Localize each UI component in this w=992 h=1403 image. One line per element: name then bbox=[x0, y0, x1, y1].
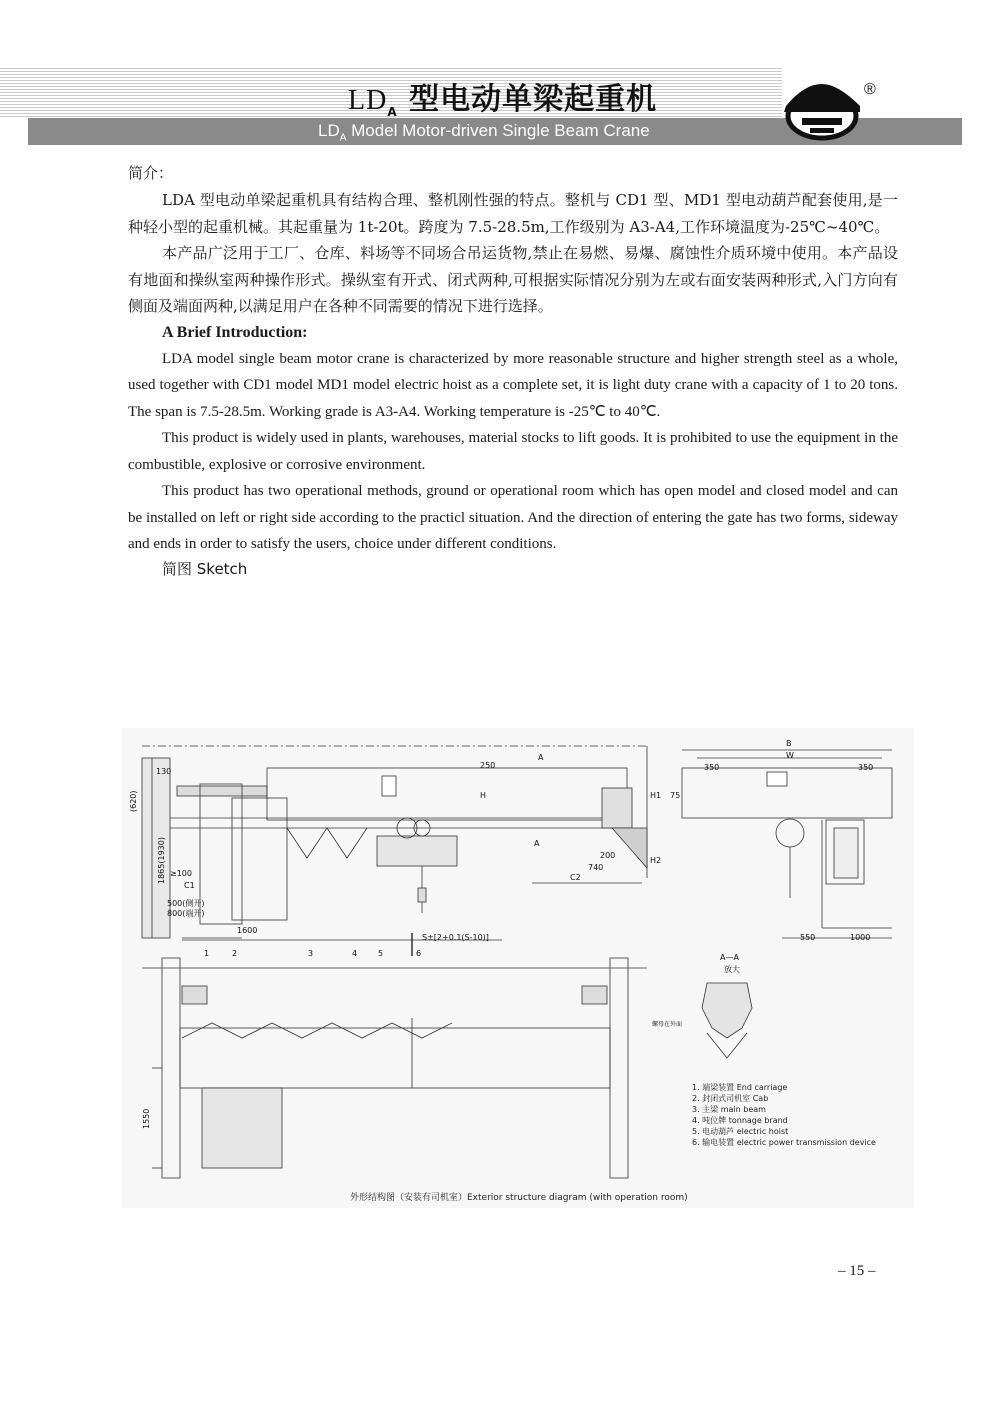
page-number: – 15 – bbox=[838, 1263, 876, 1279]
part-6: 6 bbox=[416, 949, 422, 958]
dim-c1: C1 bbox=[184, 881, 195, 890]
heading-chinese: 简介： bbox=[128, 164, 174, 182]
side-elevation bbox=[682, 750, 892, 938]
paragraph-cn-2: 本产品广泛用于工厂、仓库、料场等不同场合吊运货物,禁止在易燃、易爆、腐蚀性介质环境中使用。本产品设有地面和操纵室两种操作形式。操纵室有开式、闭式两种,可根据实际情况分别为左或右面安装两种形式,入门方向有侧面及端面两种,以满足用户在各种不同需要的情况下进行选择。 bbox=[128, 244, 898, 315]
dim-250: 250 bbox=[480, 761, 496, 770]
brand-logo-icon bbox=[780, 72, 880, 144]
dim-span: S±[2+0.1(S-10)] bbox=[422, 933, 489, 942]
dim-h: H bbox=[480, 791, 487, 800]
drawing-caption: 外形结构图（安装有司机室）Exterior structure diagram (with operation room) bbox=[350, 1193, 688, 1203]
dim-1600: 1600 bbox=[237, 926, 258, 935]
dim-800: 800(端开) bbox=[167, 909, 205, 918]
section-mark-a2: A bbox=[534, 839, 540, 848]
title-en-prefix: LD bbox=[318, 121, 340, 140]
dim-350-right: 350 bbox=[858, 763, 874, 772]
dim-620: (620) bbox=[129, 790, 138, 812]
paragraph-en-1: LDA model single beam motor crane is characterized by more reasonable structure and higher strength steel as a whole, used together with CD1 model MD1 model electric hoist as a complete set, it is light duty crane with a capacity of 1 to 20 tons. The span is 7.5-28.5m. Working grade is A3-A4. Working temperature is -25℃ to 40℃. bbox=[128, 350, 898, 420]
title-en-subscript: A bbox=[339, 132, 347, 144]
part-4: 4 bbox=[352, 949, 358, 958]
dim-200: 200 bbox=[600, 851, 616, 860]
title-cn-prefix: LD bbox=[348, 85, 388, 116]
section-label: A—A bbox=[720, 953, 739, 962]
dim-h2: H2 bbox=[650, 856, 662, 865]
part-3: 3 bbox=[308, 949, 314, 958]
intro-content bbox=[128, 162, 898, 580]
section-mark-a1: A bbox=[538, 753, 544, 762]
dim-b: B bbox=[786, 739, 792, 748]
dim-w: W bbox=[786, 751, 794, 760]
legend-item: 3. 主梁 main beam bbox=[692, 1105, 766, 1114]
dim-740: 740 bbox=[588, 863, 604, 872]
front-elevation bbox=[142, 746, 647, 956]
title-english bbox=[318, 121, 650, 144]
parts-legend bbox=[692, 1082, 876, 1148]
dim-h1: H1 bbox=[650, 791, 662, 800]
title-cn-subscript: A bbox=[387, 105, 398, 119]
registered-mark: ® bbox=[864, 81, 876, 98]
plan-view bbox=[142, 958, 647, 1178]
dim-500: 500(侧开) bbox=[167, 899, 205, 908]
part-2: 2 bbox=[232, 949, 238, 958]
paragraph-cn-1: LDA 型电动单梁起重机具有结构合理、整机刚性强的特点。整机与 CD1 型、MD1 型电动葫芦配套使用,是一种轻小型的起重机械。其起重量为 1t-20t。跨度为 7.5-28.5m,工作级别为 A3-A4,工作环境温度为-25℃~40℃。 bbox=[128, 191, 898, 236]
dim-c2: C2 bbox=[570, 873, 581, 882]
dim-1000: 1000 bbox=[850, 933, 871, 942]
legend-item: 5. 电动葫芦 electric hoist bbox=[692, 1127, 789, 1136]
title-chinese bbox=[348, 74, 657, 118]
heading-english: A Brief Introduction: bbox=[162, 323, 308, 341]
section-a-a bbox=[702, 983, 752, 1058]
paragraph-en-2: This product is widely used in plants, warehouses, material stocks to lift goods. It is prohibited to use the equipment in the combustible, explosive or corrosive environment. bbox=[128, 430, 898, 473]
dim-75: 75 bbox=[670, 791, 681, 800]
part-5: 5 bbox=[378, 949, 384, 958]
title-en-rest: Model Motor-driven Single Beam Crane bbox=[346, 121, 650, 140]
title-cn-rest: 型电动单梁起重机 bbox=[397, 82, 658, 117]
dim-1550: 1550 bbox=[142, 1108, 151, 1129]
legend-item: 4. 吨位牌 tonnage brand bbox=[692, 1116, 788, 1125]
section-note: 螺母在外面 bbox=[652, 1021, 683, 1028]
dim-550: 550 bbox=[800, 933, 816, 942]
part-1: 1 bbox=[204, 949, 210, 958]
dim-ge100: ≥100 bbox=[170, 869, 192, 878]
dim-1865: 1865(1930) bbox=[157, 837, 166, 884]
legend-item: 6. 输电装置 electric power transmission device bbox=[692, 1138, 876, 1147]
legend-item: 2. 封闭式司机室 Cab bbox=[692, 1094, 769, 1103]
dim-350-left: 350 bbox=[704, 763, 720, 772]
legend-item: 1. 端梁装置 End carriage bbox=[692, 1083, 788, 1092]
sketch-label: 简图 Sketch bbox=[162, 559, 248, 578]
dim-130: 130 bbox=[156, 767, 172, 776]
section-sub: 放大 bbox=[724, 965, 740, 974]
paragraph-en-3: This product has two operational methods, ground or operational room which has open model and closed model and can be installed on left or right side according to the practicl situation. And the direction of entering the gate has two forms, sideway and ends in order to satisfy the users, choice under different conditions. bbox=[128, 483, 898, 552]
